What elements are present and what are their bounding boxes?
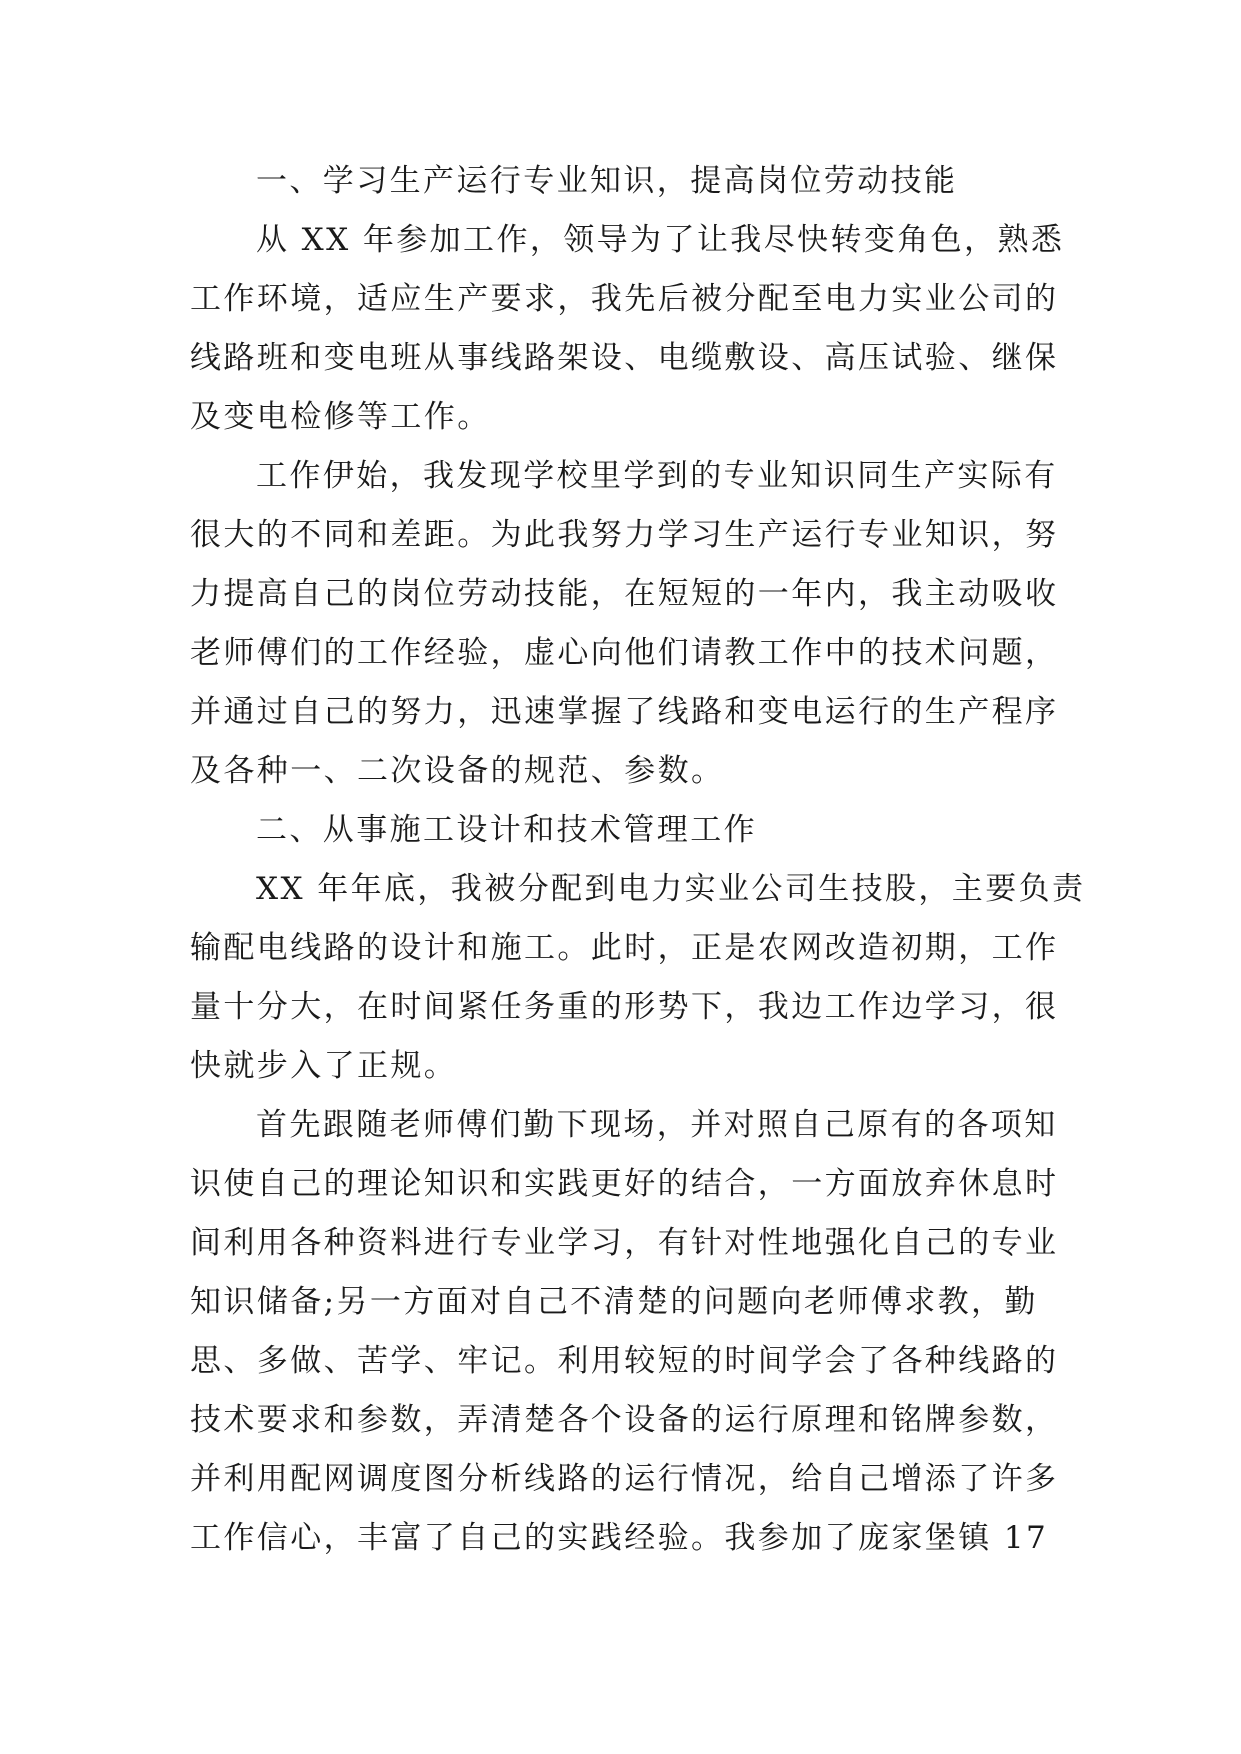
text-line: 力提高自己的岗位劳动技能，在短短的一年内，我主动吸收 [190, 576, 1059, 612]
document-body [190, 152, 1086, 1568]
text-line: 快就步入了正规。 [190, 1048, 458, 1084]
text-line: 很大的不同和差距。为此我努力学习生产运行专业知识，努 [190, 517, 1059, 553]
paragraph [190, 860, 1086, 1096]
paragraph [190, 447, 1070, 801]
text-line: 及变电检修等工作。 [190, 399, 491, 435]
text-line: 知识储备;另一方面对自己不清楚的问题向老师傅求教，勤 [190, 1284, 1038, 1320]
text-line: 工作信心，丰富了自己的实践经验。我参加了庞家堡镇 17 [190, 1520, 1049, 1556]
paragraph [190, 1096, 1070, 1568]
text-line: 技术要求和参数，弄清楚各个设备的运行原理和铭牌参数， [190, 1402, 1059, 1438]
text-line: 识使自己的理论知识和实践更好的结合，一方面放弃休息时 [190, 1166, 1059, 1202]
text-line: 线路班和变电班从事线路架设、电缆敷设、高压试验、继保 [190, 340, 1059, 376]
text-line: XX 年年底，我被分配到电力实业公司生技股，主要负责 [256, 871, 1086, 907]
text-line: 并利用配网调度图分析线路的运行情况，给自己增添了许多 [190, 1461, 1059, 1497]
text-line: 及各种一、二次设备的规范、参数。 [190, 753, 725, 789]
section-heading [190, 152, 1070, 211]
text-line: 量十分大，在时间紧任务重的形势下，我边工作边学习，很 [190, 989, 1059, 1025]
text-line: 二、从事施工设计和技术管理工作 [256, 812, 757, 848]
text-line: 间利用各种资料进行专业学习，有针对性地强化自己的专业 [190, 1225, 1059, 1261]
text-line: 思、多做、苦学、牢记。利用较短的时间学会了各种线路的 [190, 1343, 1059, 1379]
text-line: 首先跟随老师傅们勤下现场，并对照自己原有的各项知 [256, 1107, 1058, 1143]
text-line: 并通过自己的努力，迅速掌握了线路和变电运行的生产程序 [190, 694, 1059, 730]
text-line: 输配电线路的设计和施工。此时，正是农网改造初期，工作 [190, 930, 1059, 966]
text-line: 一、学习生产运行专业知识，提高岗位劳动技能 [256, 163, 958, 199]
section-heading [190, 801, 1070, 860]
text-line: 工作环境，适应生产要求，我先后被分配至电力实业公司的 [190, 281, 1059, 317]
text-line: 工作伊始，我发现学校里学到的专业知识同生产实际有 [256, 458, 1058, 494]
text-line: 老师傅们的工作经验，虚心向他们请教工作中的技术问题， [190, 635, 1059, 671]
paragraph [190, 211, 1070, 447]
text-line: 从 XX 年参加工作，领导为了让我尽快转变角色，熟悉 [256, 222, 1065, 258]
